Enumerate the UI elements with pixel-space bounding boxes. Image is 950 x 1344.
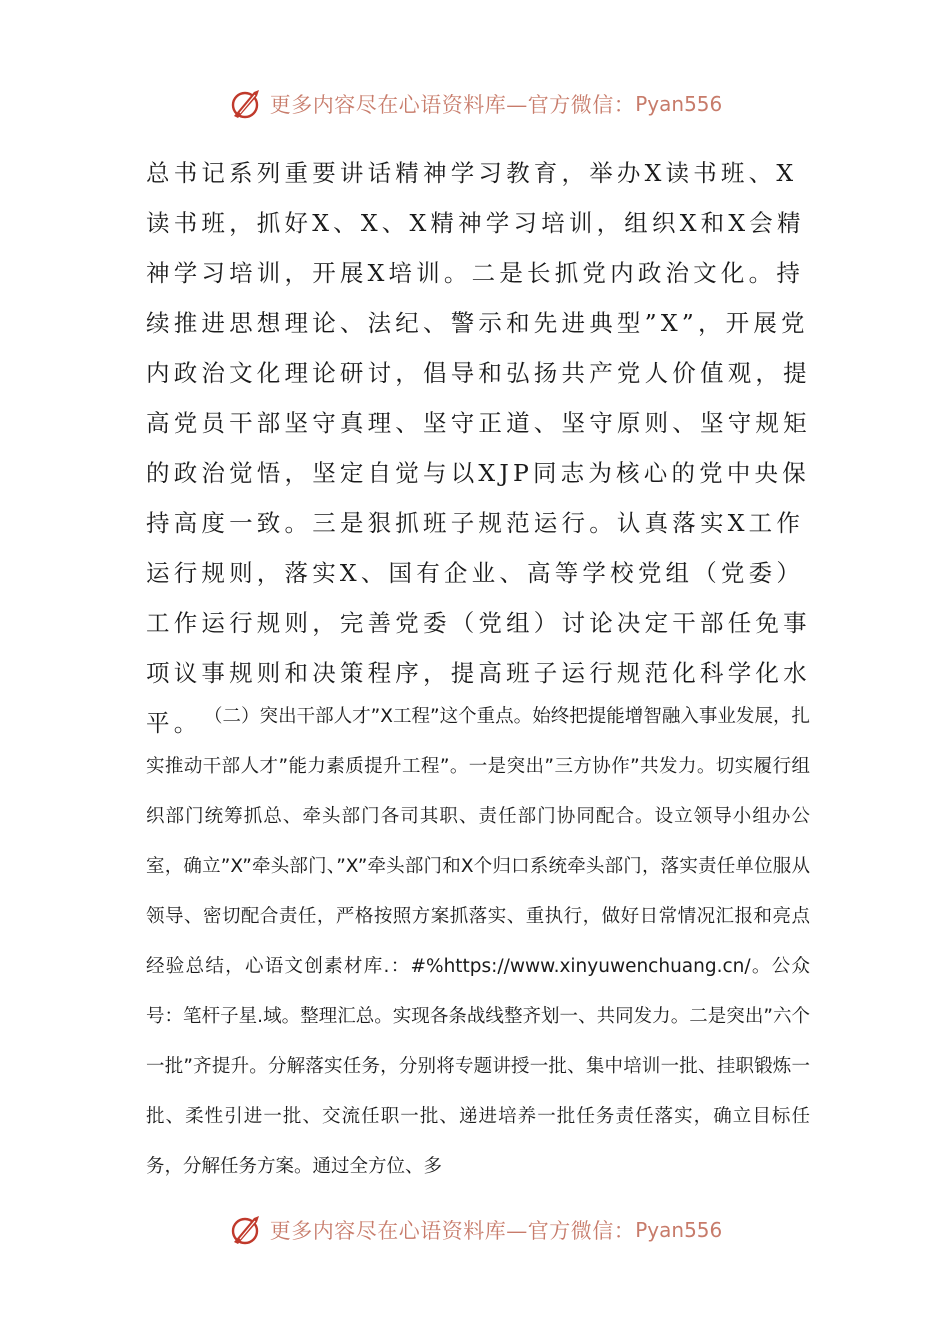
watermark-header [0, 84, 950, 124]
watermark-footer [0, 1210, 950, 1250]
watermark-wechat-id: Pyan556 [635, 1218, 723, 1242]
body-paragraph-1: 总书记系列重要讲话精神学习教育，举办X读书班、X读书班，抓好X、X、X精神学习培训，组织X和X会精神学习培训，开展X培训。二是长抓党内政治文化。持续推进思想理论、法纪、警示和先进典型”X”，开展党内政治文化理论研讨，倡导和弘扬共产党人价值观，提高党员干部坚守真理、坚守正道、坚守原则、坚守规矩的政治觉悟，坚定自觉与以XJP同志为核心的党中央保持高度一致。三是狠抓班子规范运行。认真落实X工作运行规则，落实X、国有企业、高等学校党组（党委）工作运行规则，完善党委（党组）讨论决定干部任免事项议事规则和决策程序，提高班子运行规范化科学化水平。 [146, 159, 811, 737]
body-paragraph-2: （二）突出干部人才”X工程”这个重点。始终把提能增智融入事业发展，扎实推动干部人才”能力素质提升工程”。一是突出”三方协作”共发力。切实履行组织部门统筹抓总、牵头部门各司其职、责任部门协同配合。设立领导小组办公室，确立”X”牵头部门、”X”牵头部门和X个归口系统牵头部门，落实责任单位服从领导、密切配合责任，严格按照方案抓落实、重执行，做好日常情况汇报和亮点经验总结，心语文创素材库.：#%https://www.xinyuwenchuang.cn/。公众号：笔杆子星.域。整理汇总。实现各条战线整齐划一、共同发力。二是突出”六个一批”齐提升。分解落实任务，分别将专题讲授一批、集中培训一批、挂职锻炼一批、柔性引进一批、交流任职一批、递进培养一批任务责任落实，确立目标任务，分解任务方案。通过全方位、多 [146, 706, 810, 1177]
quill-logo-icon [228, 86, 264, 122]
watermark-text: 更多内容尽在心语资料库—官方微信： [269, 93, 636, 117]
watermark-wechat-id: Pyan556 [635, 92, 723, 116]
quill-logo-icon [228, 1212, 264, 1248]
watermark-text: 更多内容尽在心语资料库—官方微信： [269, 1219, 636, 1243]
